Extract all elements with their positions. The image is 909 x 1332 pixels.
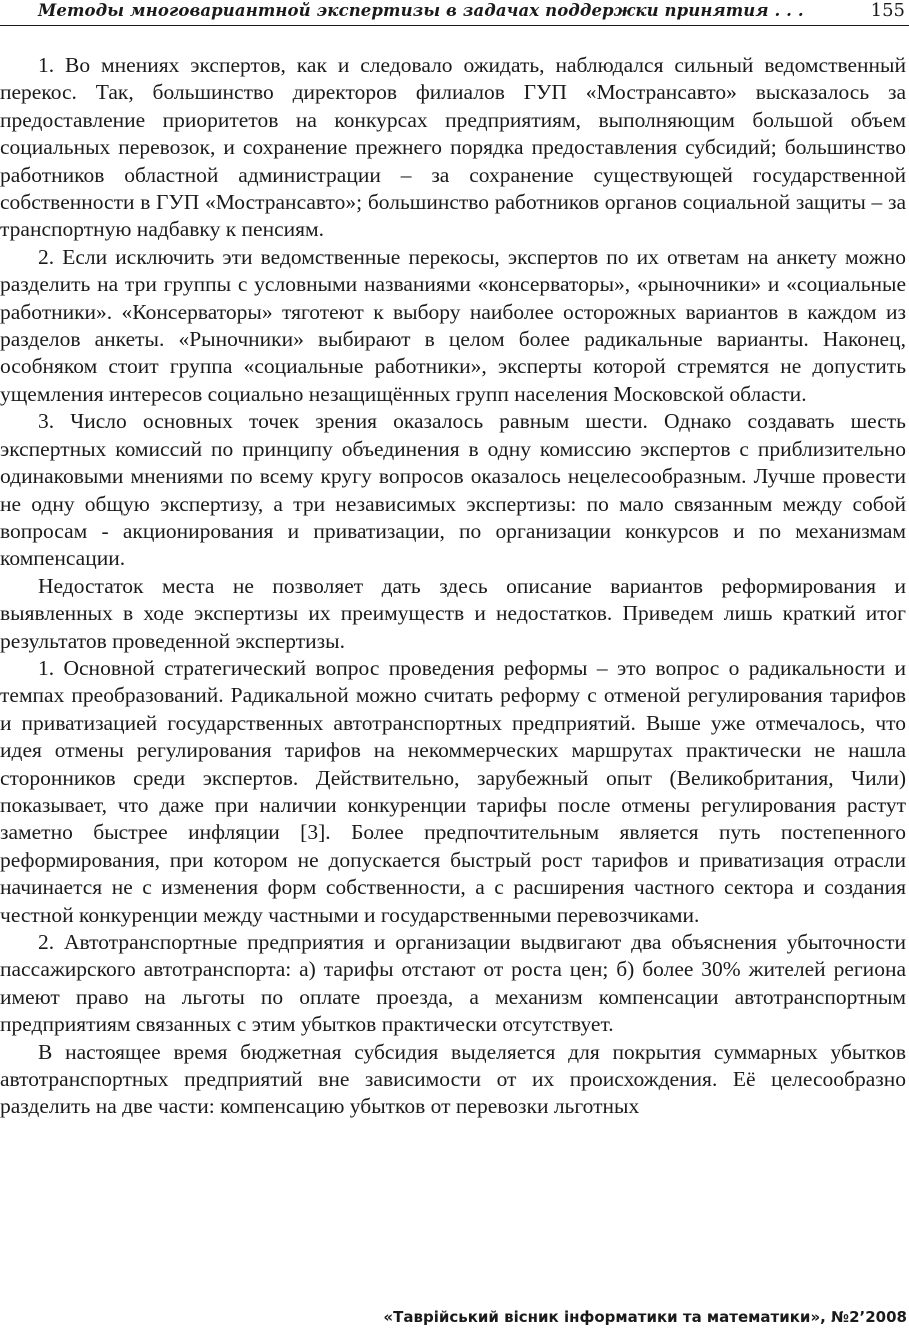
paragraph-strategic-question: 1. Основной стратегический вопрос проведения реформы – это вопрос о радикальности и темпах преобразований. Радикальной можно считать реформу с отменой регулирования тарифов и приватизацией государственных автотранспортных предприятий. Выше уже отмечалось, что идея отмены регулирования тарифов на некоммерческих маршрутах практически не нашла сторонников среди экспертов. Действительно, зарубежный опыт (Великобритания, Чили) показывает, что даже при наличии конкуренции тарифы после отмены регулирования растут заметно быстрее инфляции [3]. Более предпочтительным является путь постепенного реформирования, при котором не допускается быстрый рост тарифов и приватизация отрасли начинается не с изменения форм собственности, а с расширения частного сектора и создания честной конкуренции между частными и государственными перевозчиками. — [0, 655, 906, 927]
paragraph-unprofitability: 2. Автотранспортные предприятия и организации выдвигают два объяснения убыточности пассажирского автотранспорта: а) тарифы отстают от роста цен; б) более 30% жителей региона имеют право на льготы по оплате проезда, а механизм компенсации автотранспортным предприятиям связанных с этим убытков практически отсутствует. — [0, 930, 906, 1037]
running-title: Методы многовариантной экспертизы в задачах поддержки принятия . . . — [38, 1, 804, 20]
paragraph-expert-groups: 2. Если исключить эти ведомственные перекосы, экспертов по их ответам на анкету можно разделить на три группы с условными названиями «консерваторы», «рыночники» и «социальные работники». «Консерваторы» тяготеют к выбору наиболее осторожных вариантов в каждом из разделов анкеты. «Рыночники» выбирают в целом более радикальные варианты. Наконец, особняком стоит группа «социальные работники», эксперты которой стремятся не допустить ущемления интересов социально незащищённых групп населения Московской области. — [0, 244, 906, 406]
page-number: 155 — [870, 0, 905, 21]
running-header — [0, 0, 909, 30]
paragraph-space-note: Недостаток места не позволяет дать здесь описание вариантов реформирования и выявленных в ходе экспертизы их преимуществ и недостатков. Приведем лишь краткий итог результатов проведенной экспертизы. — [0, 573, 906, 653]
paragraph-departmental-bias: 1. Во мнениях экспертов, как и следовало ожидать, наблюдался сильный ведомственный перекос. Так, большинство директоров филиалов ГУП «Мострансавто» высказалось за предоставление приоритетов на конкурсах предприятиям, выполняющим большой объем социальных перевозок, и сохранение прежнего порядка предоставления субсидий; большинство работников областной администрации – за сохранение существующей государственной собственности в ГУП «Мострансавто»; большинство работников органов социальной защиты – за транспортную надбавку к пенсиям. — [0, 53, 906, 242]
header-rule — [0, 25, 909, 26]
article-body — [0, 52, 906, 1121]
paragraph-budget-subsidy: В настоящее время бюджетная субсидия выделяется для покрытия суммарных убытков автотранспортных предприятий вне зависимости от их происхождения. Её целесообразно разделить на две части: компенсацию убытков от перевозки льготных — [0, 1039, 906, 1119]
paragraph-viewpoints: 3. Число основных точек зрения оказалось равным шести. Однако создавать шесть экспертных комиссий по принципу объединения в одну комиссию экспертов с приблизительно одинаковыми мнениями по всему кругу вопросов оказалось нецелесообразным. Лучше провести не одну общую экспертизу, а три независимых экспертизы: по мало связанным между собой вопросам - акционирования и приватизации, по организации конкурсов и по механизмам компенсации. — [0, 409, 906, 571]
journal-footer: «Таврійський вісник інформатики та математики», №2’2008 — [383, 1308, 907, 1326]
